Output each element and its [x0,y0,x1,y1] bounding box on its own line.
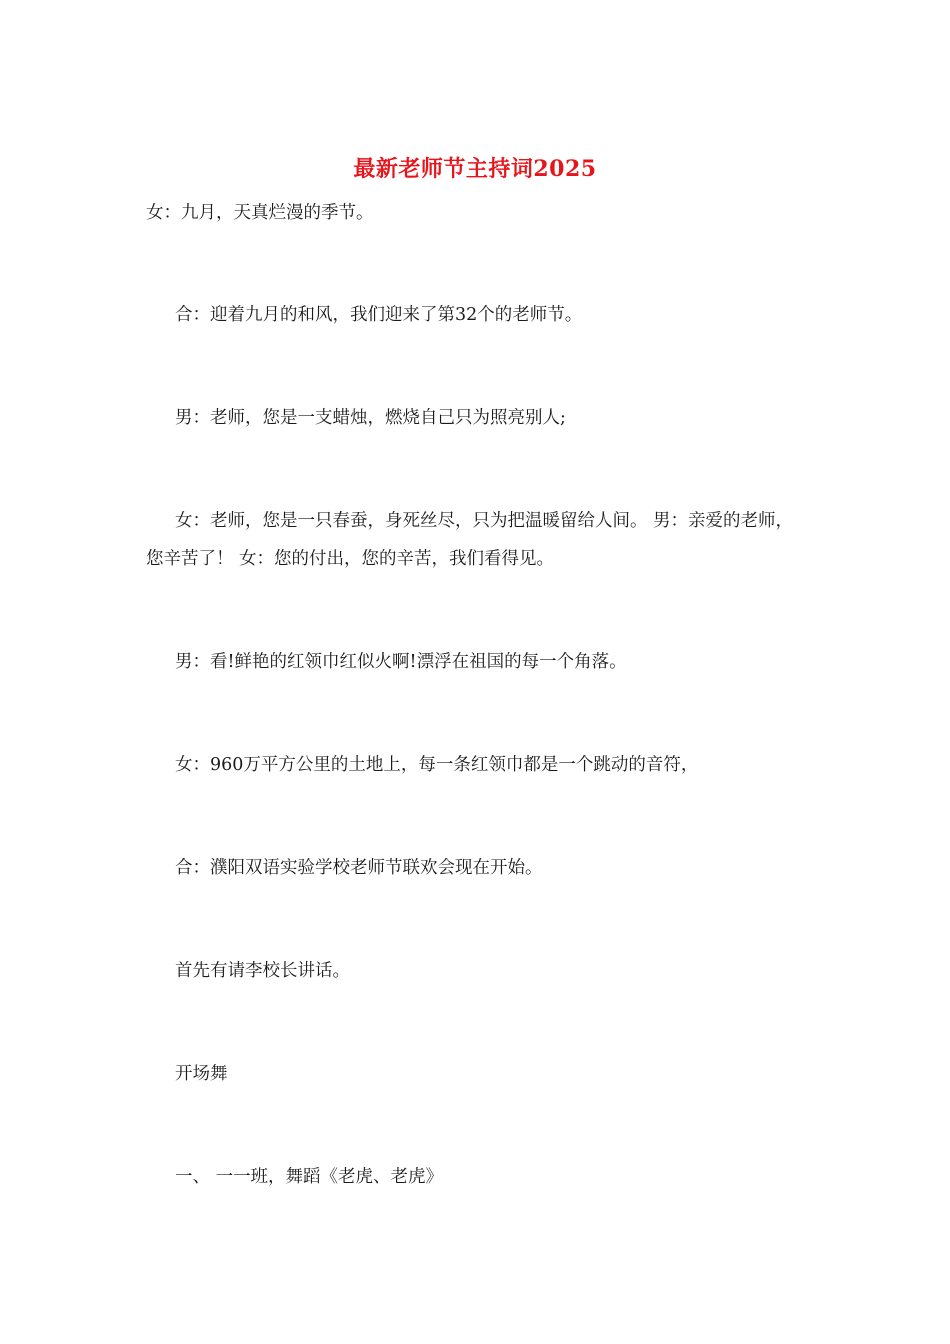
paragraph-8: 首先有请李校长讲话。 [175,961,350,981]
paragraph-10: 一、 一一班，舞蹈《老虎、老虎》 [175,1167,444,1187]
document-title: 最新老师节主持词2025 [353,156,597,182]
paragraph-9: 开场舞 [175,1064,228,1084]
paragraph-3: 男：老师，您是一支蜡烛，燃烧自己只为照亮别人; [175,408,566,428]
paragraph-5: 男：看!鲜艳的红领巾红似火啊!漂浮在祖国的每一个角落。 [175,652,627,672]
paragraph-1: 女：九月，天真烂漫的季节。 [146,203,374,223]
paragraph-4: 女：老师，您是一只春蚕，身死丝尽，只为把温暖留给人间。 男：亲爱的老师，您辛苦了！ 女：您的付出，您的辛苦，我们看得见。 [146,511,794,569]
paragraph-2: 合：迎着九月的和风，我们迎来了第32个的老师节。 [175,305,583,325]
paragraph-7: 合：濮阳双语实验学校老师节联欢会现在开始。 [175,858,543,878]
paragraph-6: 女：960万平方公里的土地上，每一条红领巾都是一个跳动的音符， [175,755,699,775]
